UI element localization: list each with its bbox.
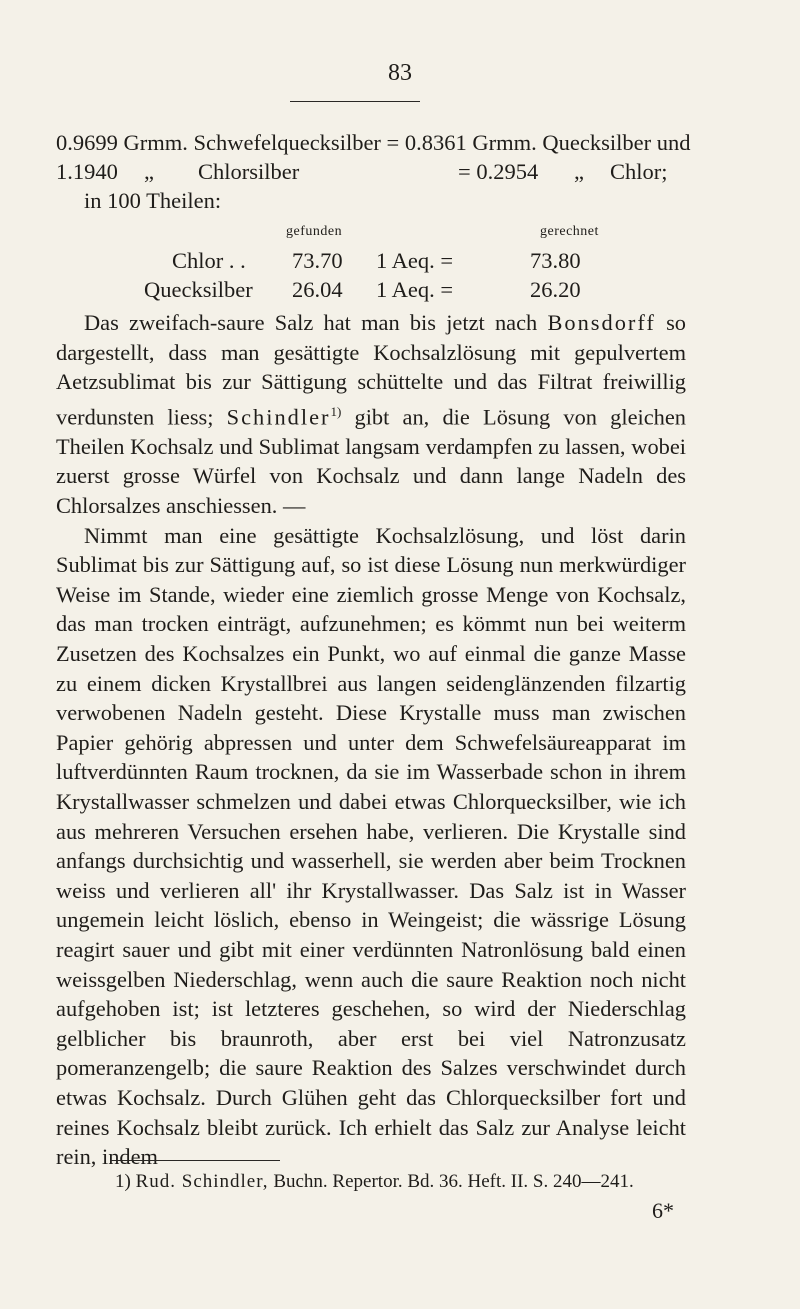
author-name-bonsdorff: Bonsdorff xyxy=(547,310,656,335)
intro-line-2-element: Chlor; xyxy=(610,159,668,184)
paragraph-text: so dargestellt, dass man gesättigte Kochsalzlösung mit gepulvertem Aetzsublimat bis zur Sättigung schüttelte und das Filtrat freiwillig verdunsten liess; xyxy=(56,310,687,430)
intro-line-2-ditto-1: „ xyxy=(144,159,154,184)
paragraph-bonsdorff xyxy=(56,308,686,521)
intro-line-2-substance: Chlorsilber xyxy=(198,159,300,184)
table-cell-aeq: 1 Aeq. = xyxy=(376,277,454,302)
table-cell-calculated: 26.20 xyxy=(530,277,581,302)
paragraph-preparation: Nimmt man eine gesättigte Kochsalzlösung, und löst darin Sublimat bis zur Sättigung auf, so ist diese Lösung nun merkwürdiger Weise im Stande, wieder eine ziemlich grosse Menge von Kochsalz, das man trocken einträgt, aufzunehmen; es kömmt nun bei weiterm Zusetzen des Kochsalzes ein Punkt, wo auf einmal die ganze Masse zu einem dicken Krystallbrei aus langen seidenglänzenden filzartig verwobenen Nadeln gesteht. Diese Krystalle muss man zwischen Papier gehörig abpressen und unter dem Schwefelsäureapparat im luftverdünnten Raum trocknen, da sie im Wasserbade schon in ihrem Krystallwasser schmelzen und dabei etwas Chlorquecksilber, wie ich aus mehreren Versuchen ersehen habe, verlieren. Die Krystalle sind anfangs durchsichtig und wasserhell, sie werden aber beim Trocknen weiss und verlieren all' ihr Krystallwasser. Das Salz ist in Wasser ungemein leicht löslich, ebenso in Weingeist; die wässrige Lösung reagirt sauer und gibt mit einer verdünnten Natronlösung bald einen weissgelben Niederschlag, wenn auch die saure Reaktion noch nicht aufgehoben ist; ist letzteres geschehen, so wird der Niederschlag gelblicher bis braunroth, aber erst bei viel Natronzusatz pomeranzengelb; die saure Reaktion des Salzes verschwindet durch etwas Kochsalz. Durch Glühen geht das Chlorquecksilber fort und reines Kochsalz bleibt zurück. Ich erhielt das Salz zur Analyse leicht rein, indem xyxy=(56,522,686,1170)
footnote-author: Rud. Schindler, xyxy=(135,1171,269,1192)
table-cell-calculated: 73.80 xyxy=(530,248,581,273)
footnote xyxy=(115,1171,634,1193)
footnote-mark: 1) xyxy=(115,1171,131,1192)
footnote-reference: 1) xyxy=(330,403,342,419)
table-head-found: gefunden xyxy=(286,224,343,239)
signature-mark: 6* xyxy=(652,1198,674,1223)
table-cell-aeq: 1 Aeq. = xyxy=(376,248,454,273)
intro-line-2-result: = 0.2954 xyxy=(458,159,539,184)
body-text xyxy=(56,308,686,1172)
paragraph-text: gibt an, die Lösung von gleichen Theilen Kochsalz und Sublimat langsam verdampfen zu lassen, wobei zuerst grosse Würfel von Kochsalz und dann lange Nadeln des Chlorsalzes anschiessen. — xyxy=(56,404,686,519)
footnote-reference-text: Buchn. Repertor. Bd. 36. Heft. II. S. 240—241. xyxy=(273,1171,634,1192)
intro-line-2-weight: 1.1940 xyxy=(56,159,118,184)
intro-line-3: in 100 Theilen: xyxy=(84,188,222,213)
page-number: 83 xyxy=(388,60,412,86)
intro-line-2-ditto-2: „ xyxy=(574,159,584,184)
author-name-schindler: Schindler xyxy=(226,404,331,430)
table-head-calculated: gerechnet xyxy=(540,224,599,239)
table-cell-found: 26.04 xyxy=(292,277,343,302)
table-cell-name: Quecksilber xyxy=(144,277,253,302)
page-number-rule xyxy=(290,101,420,102)
table-cell-found: 73.70 xyxy=(292,248,343,273)
footnote-rule xyxy=(110,1160,280,1161)
paragraph-text: Das zweifach-saure Salz hat man bis jetzt nach xyxy=(84,310,548,335)
table-cell-name: Chlor . . xyxy=(172,248,246,273)
intro-line-1: 0.9699 Grmm. Schwefelquecksilber = 0.8361 Grmm. Quecksilber und xyxy=(56,130,691,155)
